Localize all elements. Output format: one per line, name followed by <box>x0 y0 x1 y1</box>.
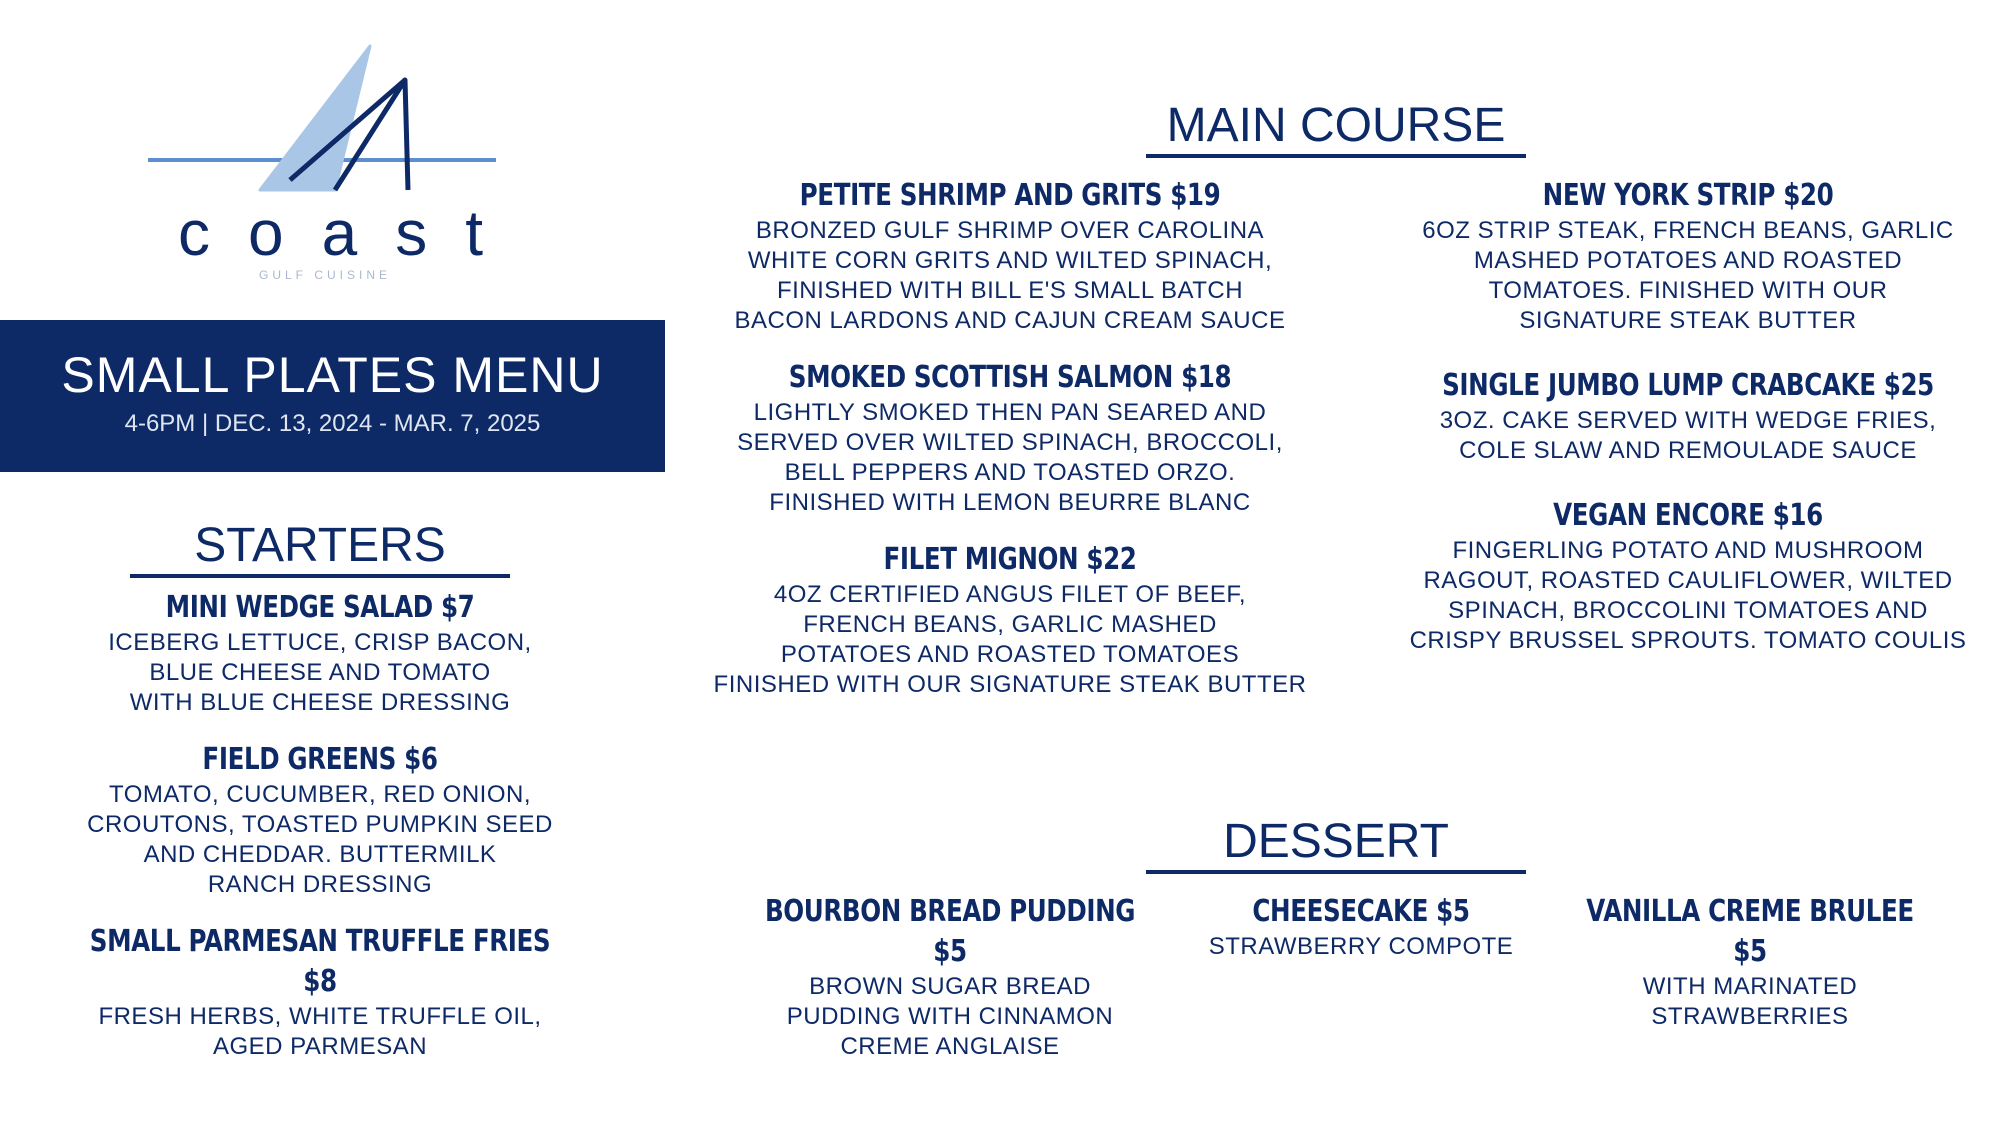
main-course-rule <box>1146 154 1526 158</box>
item-description: TOMATO, CUCUMBER, RED ONION, CROUTONS, TOASTED PUMPKIN SEED AND CHEDDAR. BUTTERMILK RANCH DRESSING <box>87 781 553 898</box>
menu-item <box>690 358 1330 518</box>
item-name: FILET MIGNON $22 <box>883 542 1137 577</box>
brand-name: coast <box>178 197 521 269</box>
item-name: CHEESECAKE $5 <box>1252 894 1470 929</box>
item-description: ICEBERG LETTUCE, CRISP BACON, BLUE CHEESE AND TOMATO WITH BLUE CHEESE DRESSING <box>108 629 532 716</box>
sailboat-icon <box>140 40 510 200</box>
item-name: NEW YORK STRIP $20 <box>1542 178 1834 213</box>
menu-item <box>680 540 1340 700</box>
brand-tagline: GULF CUISINE <box>258 268 391 282</box>
menu-item <box>1388 176 1988 336</box>
starters-heading: STARTERS <box>194 519 446 572</box>
item-description: 4OZ CERTIFIED ANGUS FILET OF BEEF, FRENCH BEANS, GARLIC MASHED POTATOES AND ROASTED TOMATOES FINISHED WITH OUR SIGNATURE STEAK BUTTER <box>713 581 1307 698</box>
item-name: VANILLA CREME BRULEE $5 <box>1586 894 1914 969</box>
item-name: VEGAN ENCORE $16 <box>1553 498 1823 533</box>
item-name: PETITE SHRIMP AND GRITS $19 <box>799 178 1221 213</box>
item-description: STRAWBERRY COMPOTE <box>1208 933 1514 960</box>
item-description: BROWN SUGAR BREAD PUDDING WITH CINNAMON CREME ANGLAISE <box>786 973 1114 1060</box>
menu-item <box>1388 496 1988 656</box>
item-description: 6OZ STRIP STEAK, FRENCH BEANS, GARLIC MASHED POTATOES AND ROASTED TOMATOES. FINISHED WITH OUR SIGNATURE STEAK BUTTER <box>1422 217 1954 334</box>
menu-item <box>690 176 1330 336</box>
menu-banner <box>0 320 665 472</box>
item-name: SMALL PARMESAN TRUFFLE FRIES $8 <box>89 924 551 999</box>
main-course-heading: MAIN COURSE <box>1166 99 1506 152</box>
item-description: FRESH HERBS, WHITE TRUFFLE OIL, AGED PARMESAN <box>98 1003 542 1060</box>
item-name: BOURBON BREAD PUDDING $5 <box>764 894 1136 969</box>
item-name: FIELD GREENS $6 <box>202 742 438 777</box>
menu-item <box>720 892 1180 1062</box>
menu-item <box>40 588 600 718</box>
menu-item <box>1540 892 1960 1032</box>
dessert-heading: DESSERT <box>1223 815 1449 868</box>
menu-item <box>40 740 600 900</box>
dessert-rule <box>1146 870 1526 874</box>
coast-logo <box>140 40 521 290</box>
menu-item <box>1186 892 1536 962</box>
item-name: SMOKED SCOTTISH SALMON $18 <box>788 360 1232 395</box>
item-name: SINGLE JUMBO LUMP CRABCAKE $25 <box>1442 368 1934 403</box>
menu-item <box>1388 366 1988 466</box>
item-description: WITH MARINATED STRAWBERRIES <box>1642 973 1858 1030</box>
menu-item <box>20 922 620 1062</box>
item-description: LIGHTLY SMOKED THEN PAN SEARED AND SERVED OVER WILTED SPINACH, BROCCOLI, BELL PEPPERS AND TOASTED ORZO. FINISHED WITH LEMON BEURRE BLANC <box>737 399 1283 516</box>
item-description: FINGERLING POTATO AND MUSHROOM RAGOUT, ROASTED CAULIFLOWER, WILTED SPINACH, BROCCOLINI TOMATOES AND CRISPY BRUSSEL SPROUTS. TOMATO COULIS <box>1409 537 1967 654</box>
starters-rule <box>130 574 510 578</box>
item-name: MINI WEDGE SALAD $7 <box>165 590 475 625</box>
menu-dates: 4-6PM | DEC. 13, 2024 - MAR. 7, 2025 <box>124 410 541 437</box>
item-description: 3OZ. CAKE SERVED WITH WEDGE FRIES, COLE SLAW AND REMOULADE SAUCE <box>1439 407 1937 464</box>
item-description: BRONZED GULF SHRIMP OVER CAROLINA WHITE CORN GRITS AND WILTED SPINACH, FINISHED WITH BILL E'S SMALL BATCH BACON LARDONS AND CAJUN CREAM SAUCE <box>734 217 1286 334</box>
menu-title: SMALL PLATES MENU <box>61 347 604 403</box>
